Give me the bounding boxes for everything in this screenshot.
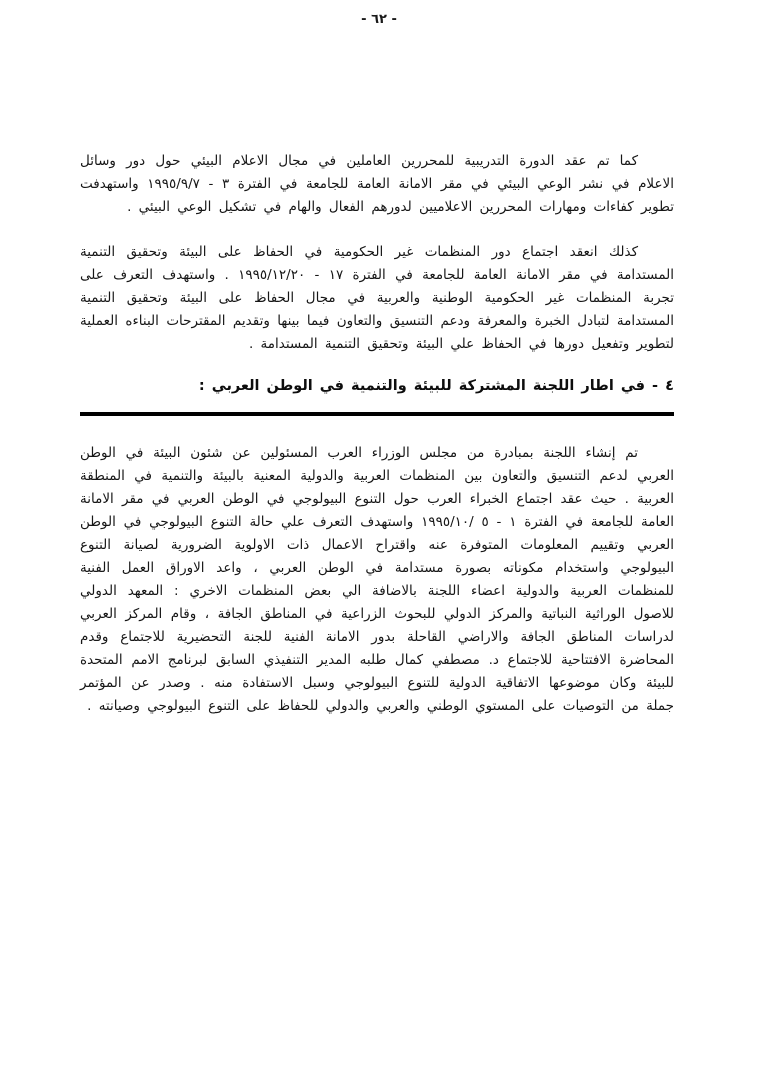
paragraph-training-course: كما تم عقد الدورة التدريبية للمحررين العاملين في مجال الاعلام البيئي حول دور وسائل الاعلام في نشر الوعي البيئي في مقر الامانة العامة للجامعة في الفترة ٣ - ١٩٩٥/٩/٧ واستهدفت تطوير كفاءات ومهارات المحررين الاعلاميين لدورهم الفعال والهام في تشكيل الوعي البيئي . — [80, 153, 674, 215]
paragraph-ngo-meeting: كذلك انعقد اجتماع دور المنظمات غير الحكومية في الحفاظ على البيئة وتحقيق التنمية المستدامة في مقر الامانة العامة للجامعة في الفترة ١٧ - ١٩٩٥/١٢/٢٠ . واستهدف التعرف على تجربة المنظمات غير الحكومية الوطنية والعربية في مجال الحفاظ على البيئة وتحقيق التنمية المستدامة لتبادل الخبرة والمعرفة ودعم التنسيق والتعاون فيما بينها وتقديم المقترحات البناءه العملية لتطوير وتفعيل دورها في الحفاظ علي البيئة وتحقيق التنمية المستدامة . — [80, 244, 674, 352]
section-heading: ٤ - في اطار اللجنة المشتركة للبيئة والتنمية في الوطن العربي : — [198, 378, 674, 394]
page-content — [80, 150, 674, 718]
heading-underline — [80, 412, 674, 416]
paragraph-joint-committee: تم إنشاء اللجنة بمبادرة من مجلس الوزراء العرب المسئولين عن شئون البيئة في الوطن العربي لدعم التنسيق والتعاون بين المنظمات العربية والدولية المعنية بالبيئة والتنمية في المنطقة العربية . حيث عقد اجتماع الخبراء العرب حول التنوع البيولوجي في الوطن العربي في مقر الامانة العامة للجامعة في الفترة ١ - ٥ /١٩٩٥/١٠ واستهدف التعرف علي حالة التنوع البيولوجي في الوطن العربي وتقييم المعلومات المتوفرة عنه واقتراح الاعمال ذات الاولوية الضرورية لصيانة التنوع البيولوجي واستخدام مكوناته بصورة مستدامة في الوطن العربي ، واعد الاوراق العمل الفنية للمنظمات العربية والدولية اعضاء اللجنة بالاضافة الي بعض المنظمات الاخري : المعهد الدولي للاصول الوراثية النباتية والمركز الدولي للبحوث الزراعية في المناطق الجافة ، وقام المركز العربي لدراسات المناطق الجافة والاراضي القاحلة بدور الامانة الفنية للجنة التحضيرية للاجتماع وقدم المحاضرة الافتتاحية للاجتماع د. مصطفي كمال طلبه المدير التنفيذي السابق لبرنامج الامم المتحدة للبيئة وكان موضوعها الاتفاقية الدولية للتنوع البيولوجي وسبل الاستفادة منه . وصدر عن المؤتمر جملة من التوصيات على المستوي الوطني والعربي والدولي للحفاظ على التنوع البيولوجي وصيانته . — [80, 445, 674, 714]
page-number: - ٦٢ - — [361, 12, 397, 27]
